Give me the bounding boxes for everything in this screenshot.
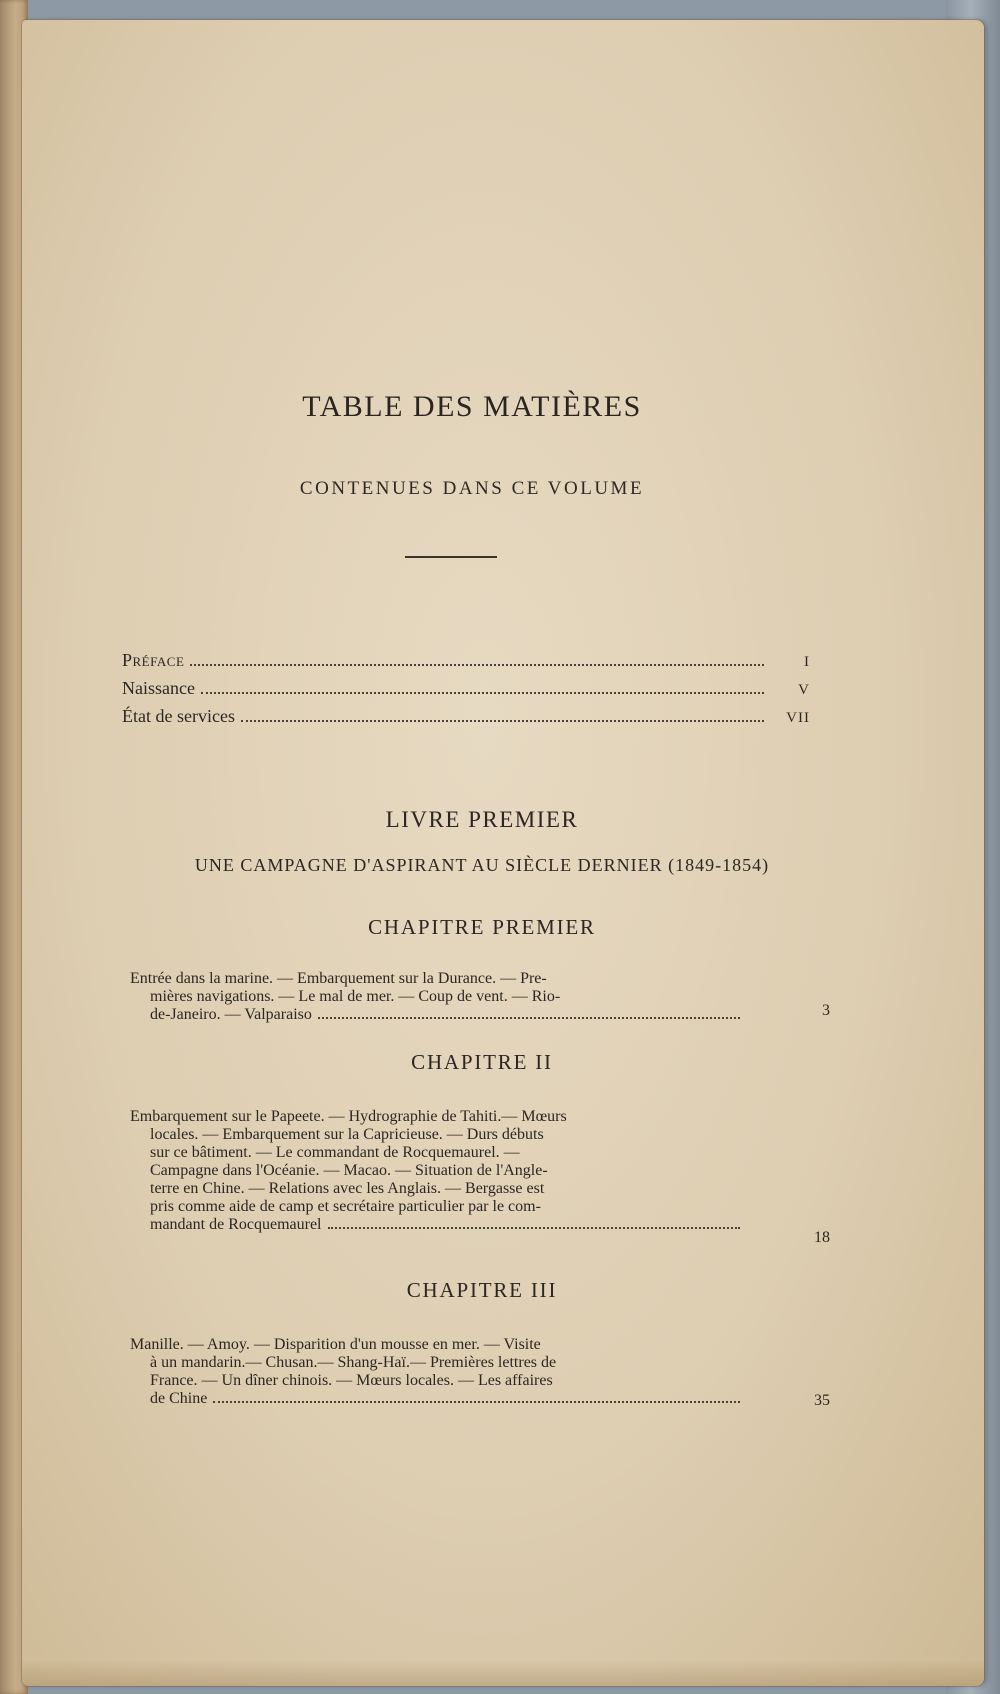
front-matter-list xyxy=(122,650,810,734)
chapter-title: CHAPITRE PREMIER xyxy=(368,915,596,939)
summary-last-line xyxy=(130,1390,740,1408)
toc-entry-naissance xyxy=(122,678,810,706)
book-subtitle: UNE CAMPAGNE D'ASPIRANT AU SIÈCLE DERNIER (1849-1854) xyxy=(194,855,770,875)
chapter-page-number: 3 xyxy=(822,1002,830,1019)
chapter-summary xyxy=(130,1336,830,1426)
summary-line: à un mandarin.— Chusan.— Shang-Haï.— Premières lettres de xyxy=(150,1354,557,1371)
toc-entry-preface xyxy=(122,650,810,678)
toc-entry-page: VII xyxy=(786,710,810,726)
summary-line: locales. — Embarquement sur la Capricieuse. — Durs débuts xyxy=(150,1126,544,1143)
summary-line: Embarquement sur le Papeete. — Hydrographie de Tahiti.— Mœurs xyxy=(130,1108,567,1125)
dot-leader xyxy=(213,1401,740,1403)
summary-line: de Chine xyxy=(150,1390,208,1407)
summary-line: Manille. — Amoy. — Disparition d'un mousse en mer. — Visite xyxy=(130,1336,541,1353)
chapter-summary-text xyxy=(130,970,740,1024)
page-bottom-shadow xyxy=(22,1660,984,1686)
chapter-title: CHAPITRE III xyxy=(406,1278,558,1302)
page-subtitle: CONTENUES DANS CE VOLUME xyxy=(299,478,645,499)
toc-entry-label: État de services xyxy=(122,706,235,726)
dot-leader xyxy=(328,1227,741,1229)
dot-leader xyxy=(190,664,764,666)
toc-entry-etat-de-services xyxy=(122,706,810,734)
summary-line: pris comme aide de camp et secrétaire particulier par le com- xyxy=(150,1198,541,1215)
toc-entry-page: V xyxy=(798,682,810,698)
chapter-summary-text xyxy=(130,1108,740,1234)
summary-line: mières navigations. — Le mal de mer. — Coup de vent. — Rio- xyxy=(150,988,561,1005)
summary-line: de-Janeiro. — Valparaiso xyxy=(150,1006,312,1023)
book-heading: LIVRE PREMIER xyxy=(385,807,579,832)
chapter-page-number: 18 xyxy=(814,1229,830,1246)
summary-last-line xyxy=(130,1006,740,1024)
summary-line: sur ce bâtiment. — Le commandant de Rocquemaurel. — xyxy=(150,1144,520,1161)
document-page xyxy=(22,20,984,1686)
toc-entry-page: I xyxy=(804,654,810,670)
toc-entry-label: Préface xyxy=(122,650,185,670)
summary-line: Entrée dans la marine. — Embarquement sur la Durance. — Pre- xyxy=(130,970,547,987)
summary-line: Campagne dans l'Océanie. — Macao. — Situation de l'Angle- xyxy=(150,1162,548,1179)
page-title: TABLE DES MATIÈRES xyxy=(302,390,642,423)
title-divider xyxy=(405,556,497,558)
dot-leader xyxy=(318,1017,740,1019)
dot-leader xyxy=(241,720,764,722)
chapter-summary xyxy=(130,970,830,1036)
chapter-summary-text xyxy=(130,1336,740,1408)
summary-line: mandant de Rocquemaurel xyxy=(150,1216,322,1233)
chapter-summary xyxy=(130,1108,830,1263)
toc-entry-label: Naissance xyxy=(122,678,195,698)
summary-last-line xyxy=(130,1216,740,1234)
summary-line: terre en Chine. — Relations avec les Anglais. — Bergasse est xyxy=(150,1180,545,1197)
dot-leader xyxy=(201,692,764,694)
chapter-page-number: 35 xyxy=(814,1392,830,1409)
summary-line: France. — Un dîner chinois. — Mœurs locales. — Les affaires xyxy=(150,1372,553,1389)
chapter-title: CHAPITRE II xyxy=(411,1050,553,1074)
